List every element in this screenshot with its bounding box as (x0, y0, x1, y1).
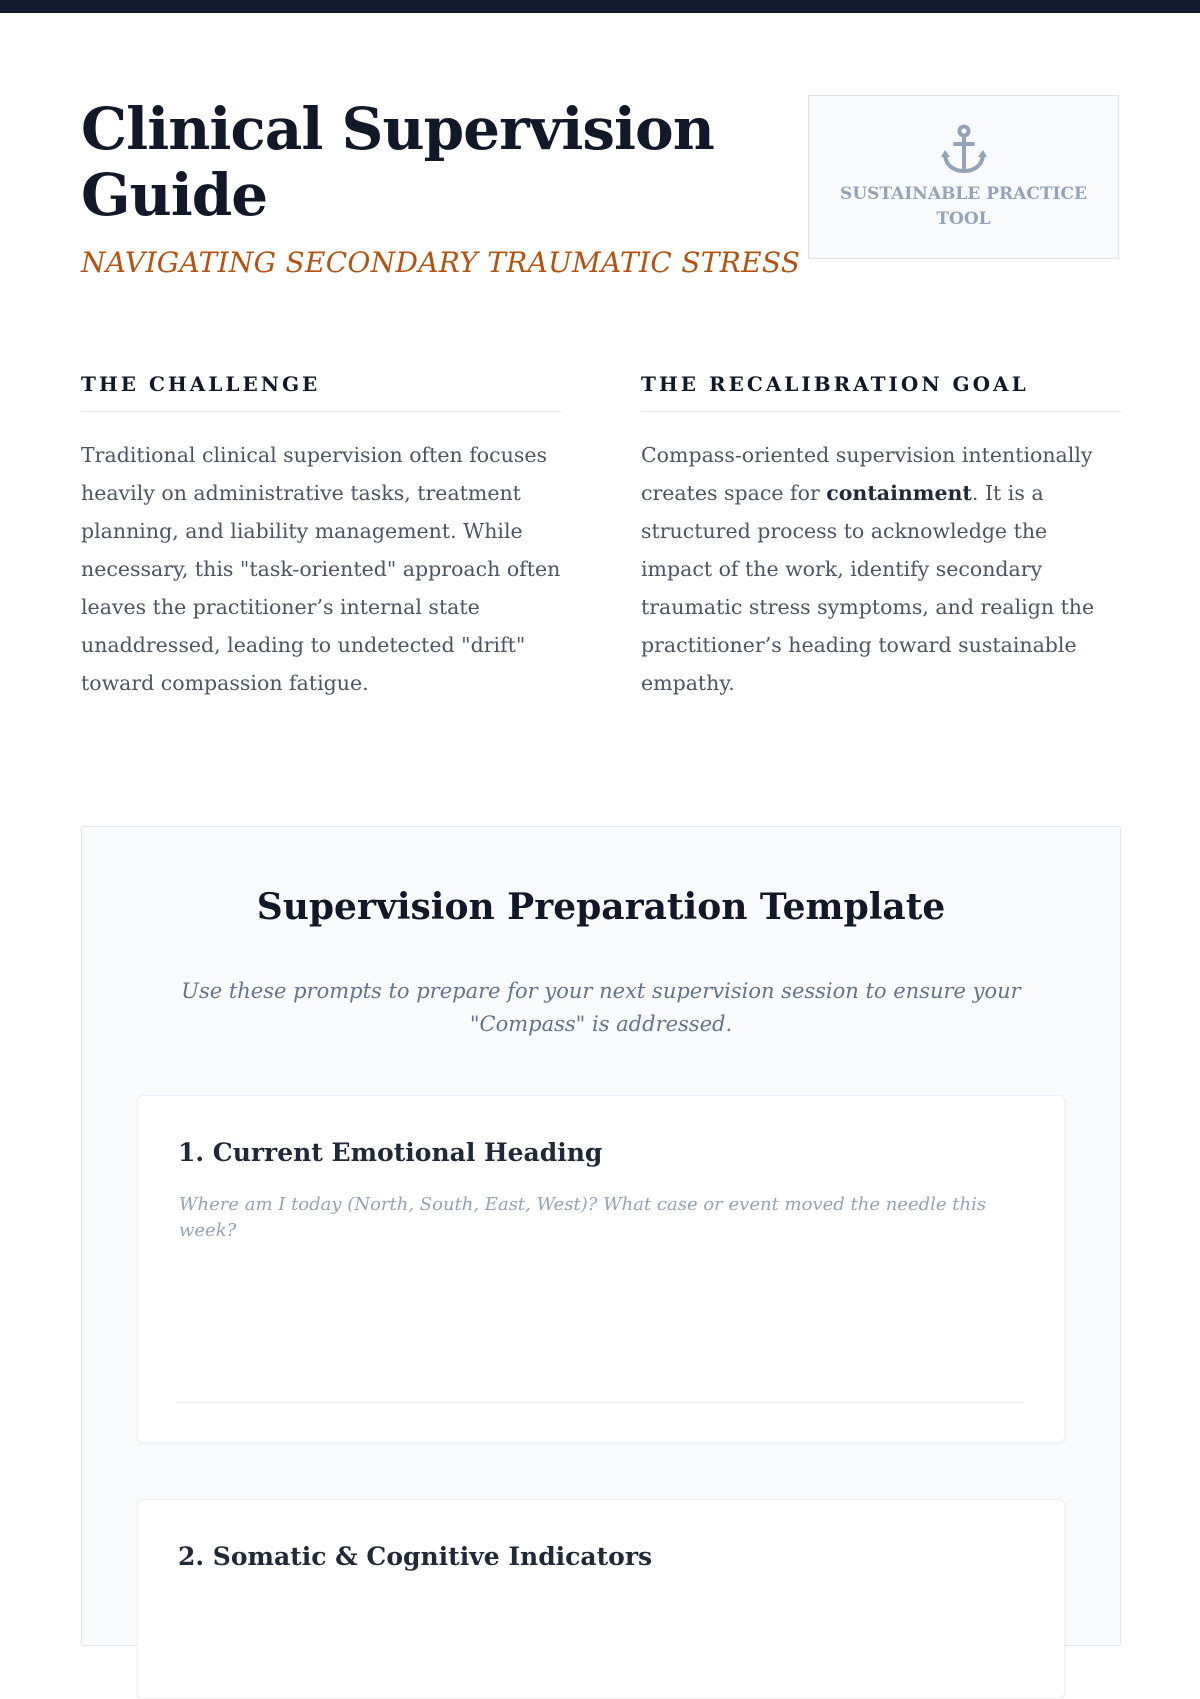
goal-body-emphasis: containment (826, 481, 972, 505)
goal-body-text-continued: . It is a structured process to acknowledge the impact of the work, identify secondary traumatic stress symptoms, and realign the practitioner’s heading toward sustainable empathy. (641, 481, 1095, 695)
top-accent-bar (0, 0, 1200, 13)
sustainable-practice-badge (808, 95, 1119, 259)
card-prompt: Where am I today (North, South, East, West)? What case or event moved the needle this week? (179, 1194, 987, 1241)
card-title: 1. Current Emotional Heading (178, 1138, 603, 1167)
emotional-heading-card[interactable] (137, 1095, 1065, 1443)
challenge-section (81, 370, 561, 702)
header (81, 96, 1121, 296)
page-title: Clinical Supervision Guide (81, 95, 714, 229)
preparation-template-panel (81, 826, 1121, 1646)
template-intro: Use these prompts to prepare for your next supervision session to ensure your "Compass" is addressed. (181, 979, 1021, 1036)
anchor-icon (940, 124, 988, 176)
template-title: Supervision Preparation Template (256, 886, 946, 928)
goal-heading: THE RECALIBRATION GOAL (641, 370, 1121, 412)
goal-body (641, 436, 1121, 702)
recalibration-goal-section (641, 370, 1121, 702)
card-title: 2. Somatic & Cognitive Indicators (178, 1542, 653, 1571)
badge-label: SUSTAINABLE PRACTICE TOOL (840, 184, 1087, 229)
page-subtitle: NAVIGATING SECONDARY TRAUMATIC STRESS (81, 246, 801, 279)
goal-body-text: Compass-oriented supervision intentionally creates space for (641, 443, 1093, 505)
challenge-heading: THE CHALLENGE (81, 370, 561, 412)
answer-line (178, 1402, 1024, 1403)
challenge-body: Traditional clinical supervision often focuses heavily on administrative tasks, treatment planning, and liability management. While necessary, this "task-oriented" approach often leaves the practitioner’s internal state unaddressed, leading to undetected "drift" toward compassion fatigue. (81, 443, 561, 695)
somatic-indicators-card[interactable] (137, 1499, 1065, 1699)
